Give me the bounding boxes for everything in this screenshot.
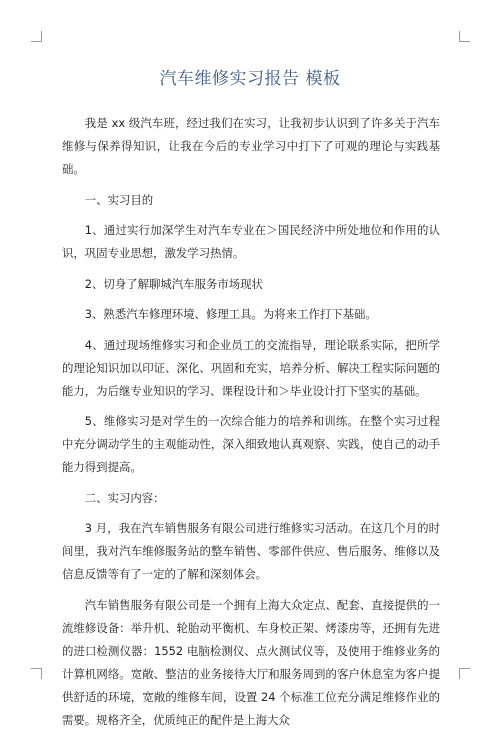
document-body [62,112,440,739]
purpose-item-2: 2、切身了解聊城汽车服务市场现状 [84,276,263,291]
intro-paragraph: 我是 xx 级汽车班，经过我们在实习，让我初步认识到了许多关于汽车维修与保养得知识，让我在今后的专业学习中打下了可观的理论与实践基础。 [62,116,440,176]
purpose-item-4: 4、通过现场维修实习和企业员工的交流指导，理论联系实际，把所学的理论知识加以印证、深化、巩固和充实，培养分析、解决工程实际问题的能力，为后继专业知识的学习、课程设计和＞毕业设计打下坚实的基础。 [62,337,440,398]
purpose-item-3: 3、熟悉汽车修理环境、修理工具。为将来工作打下基础。 [84,307,377,321]
purpose-item-1: 1、通过实行加深学生对汽车专业在＞国民经济中所处地位和作用的认识，巩固专业思想，激发学习热情。 [62,223,440,260]
content-paragraph-1: 3 月，我在汽车销售服务有限公司进行维修实习活动。在这几个月的时间里，我对汽车维修服务站的整车销售、零部件供应、售后服务、维修以及信息反馈等有了一定的了解和深刻体会。 [62,521,440,581]
section-heading-content: 二、实习内容： [84,490,165,505]
crop-mark-bottom-right [459,668,470,679]
crop-mark-bottom-left [31,668,42,679]
content-paragraph-2: 汽车销售服务有限公司是一个拥有上海大众定点、配套、直接提供的一流维修设备：举升机、轮胎动平衡机、车身校正架、烤漆房等，还拥有先进的进口检测仪器：1552 电脑检测仪、点火测试仪等，及使用于维修业务的计算机网络。宽敞、整洁的业务接待大厅和服务周到的客户休息室为客户提供舒适的环境，宽敞的维修车间，设置 24 个标准工位充分满足维修作业的需要。规格齐全，优质纯正的配件是上海大众 [62,597,440,727]
document-title: 汽车维修实习报告 模板 [159,69,341,89]
crop-mark-top-right [459,31,470,42]
section-heading-purpose: 一、实习目的 [84,192,154,207]
crop-mark-top-left [31,31,42,42]
purpose-item-5: 5、维修实习是对学生的一次综合能力的培养和训练。在整个实习过程中充分调动学生的主观能动性，深入细致地认真观察、实践，使自己的动手能力得到提高。 [62,414,440,474]
